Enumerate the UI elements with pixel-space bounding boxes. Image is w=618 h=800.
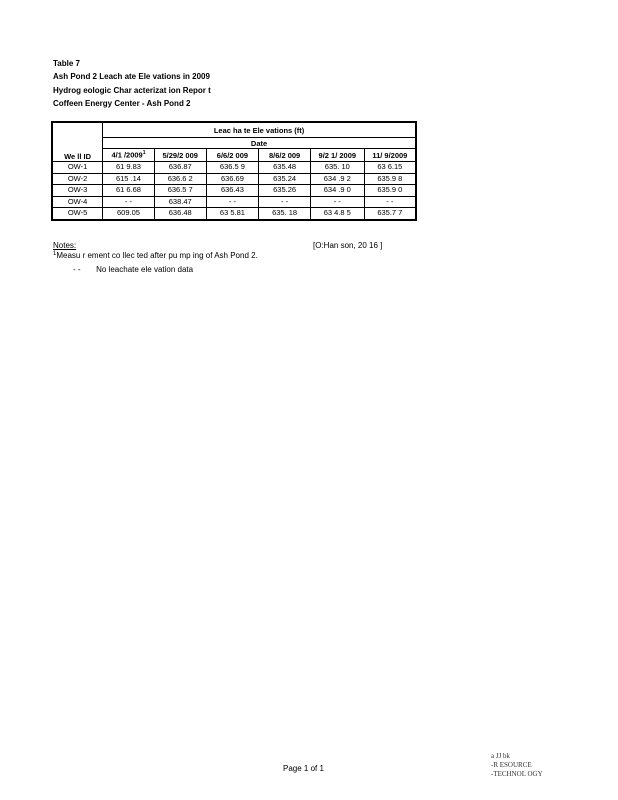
elevation-cell: 636.69 (206, 173, 259, 185)
note-2-text: No leachate ele vation data (96, 265, 194, 274)
table-number: Table 7 (53, 59, 80, 68)
elevation-cell: - - (206, 196, 259, 208)
date-header: Date (103, 138, 416, 149)
elevation-cell: 635.7 7 (364, 208, 416, 220)
elevation-cell: 636.5 7 (154, 185, 206, 197)
well-id-cell: OW-4 (52, 196, 103, 208)
logo-line: a JJ bk (491, 752, 511, 760)
table-row (52, 185, 416, 197)
title-block (53, 57, 211, 110)
elevation-cell: 638.47 (154, 196, 206, 208)
note-2 (73, 265, 193, 274)
elevation-cell: 635. 18 (259, 208, 311, 220)
well-id-cell: OW-1 (52, 162, 103, 174)
page-number: Page 1 of 1 (283, 764, 324, 773)
notes-label: Notes: (53, 241, 77, 250)
well-id-cell: OW-5 (52, 208, 103, 220)
elevation-cell: 636.43 (206, 185, 259, 197)
elevation-cell: 634 .9 0 (310, 185, 364, 197)
date-column-header: 4/1 /2009$^1$ (103, 149, 155, 162)
elevation-cell: 635.26 (259, 185, 311, 197)
elevation-cell: 636.5 9 (206, 162, 259, 174)
elevation-cell: - - (364, 196, 416, 208)
elevation-cell: - - (310, 196, 364, 208)
well-id-cell: OW-2 (52, 173, 103, 185)
table-row (52, 162, 416, 174)
elevation-cell: 61 9.83 (103, 162, 155, 174)
logo-line: -R ESOURCE (491, 761, 532, 769)
leachate-elevations-table (51, 121, 417, 221)
well-id-cell: OW-3 (52, 185, 103, 197)
table-row (52, 173, 416, 185)
date-column-header: 8/6/2 009 (259, 149, 311, 162)
elevation-cell: 61 6.68 (103, 185, 155, 197)
elevation-cell: - - (103, 196, 155, 208)
elevation-cell: 609.05 (103, 208, 155, 220)
elevation-cell: 635.24 (259, 173, 311, 185)
citation: [O:Han son, 20 16 ] (313, 241, 383, 250)
site-name: Coffeen Energy Center - Ash Pond 2 (53, 98, 191, 108)
elevation-cell: 63 6.15 (364, 162, 416, 174)
elevation-cell: 636.6 2 (154, 173, 206, 185)
date-column-header: 5/29/2 009 (154, 149, 206, 162)
note-1-text: Measu r ement co llec ted after pu mp ing of Ash Pond 2. (56, 251, 258, 260)
elevation-cell: 635.9 0 (364, 185, 416, 197)
date-column-header: 11/ 9/2009 (364, 149, 416, 162)
elevation-cell: 63 4.8 5 (310, 208, 364, 220)
date-column-header: 9/2 1/ 2009 (310, 149, 364, 162)
elevation-cell: 615 .14 (103, 173, 155, 185)
elevation-cell: 634 .9 2 (310, 173, 364, 185)
date-columns-row (52, 149, 416, 162)
well-id-header: We ll ID (52, 122, 103, 162)
elevation-cell: 635.48 (259, 162, 311, 174)
footnote-marker: 1 (142, 150, 146, 157)
elevation-cell: 636.48 (154, 208, 206, 220)
elevation-cell: 63 5.81 (206, 208, 259, 220)
company-logo (491, 752, 543, 779)
note-1-marker: 1 (53, 251, 57, 257)
table-title: Ash Pond 2 Leach ate Ele vations in 2009 (53, 72, 210, 82)
group-header: Leac ha te Ele vations (ft) (103, 122, 416, 138)
table-row (52, 208, 416, 220)
logo-line: -TECHNOL OGY (491, 770, 543, 778)
elevation-cell: 636.87 (154, 162, 206, 174)
note-2-marker: - - (73, 265, 81, 274)
note-1 (53, 251, 258, 260)
report-name: Hydrog eologic Char acterizat ion Repor t (53, 85, 211, 95)
elevation-cell: 635. 10 (310, 162, 364, 174)
elevation-cell: - - (259, 196, 311, 208)
date-column-header: 6/6/2 009 (206, 149, 259, 162)
table-row (52, 196, 416, 208)
elevation-cell: 635.9 8 (364, 173, 416, 185)
